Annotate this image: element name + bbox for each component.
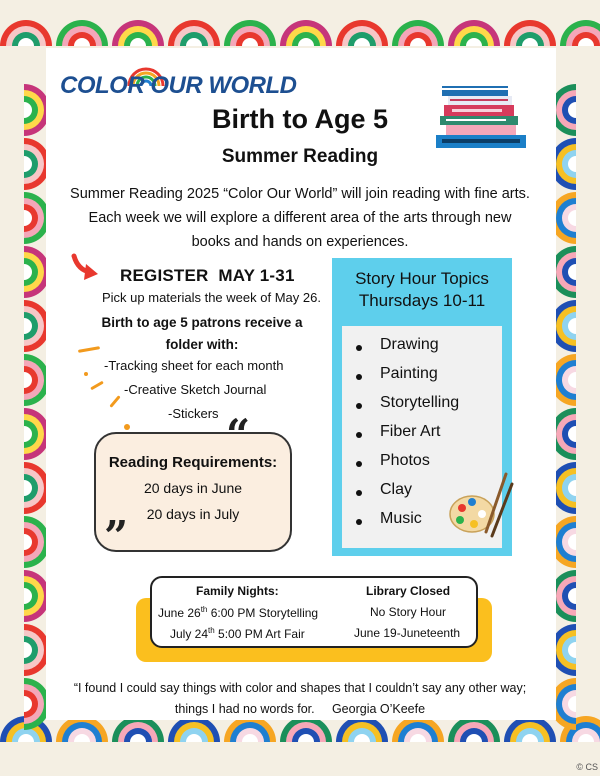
topic-item: Storytelling xyxy=(380,394,460,411)
topic-item: Drawing xyxy=(380,336,439,353)
bullet xyxy=(356,403,362,409)
rainbow-arc xyxy=(112,20,164,46)
story-hour-heading xyxy=(332,268,512,312)
georgia-okeefe-quote: “I found I could say things with color and shapes that I couldn’t say any other way; things I had no words for. Georgia O’Keefe xyxy=(73,681,530,716)
arrow-icon xyxy=(70,252,100,282)
rainbow-arc xyxy=(336,20,388,46)
bullet xyxy=(356,374,362,380)
family-nights-box xyxy=(136,576,492,664)
bullet xyxy=(356,432,362,438)
intro-text: Summer Reading 2025 “Color Our World” will join reading with fine arts. Each week we will explore a different area of the arts through new books and hands on experiences. xyxy=(70,186,530,250)
library-closed-line: June 19-Juneteenth xyxy=(354,626,461,640)
family-night-line: July 24th 5:00 PM Art Fair xyxy=(170,626,305,641)
topic-item: Fiber Art xyxy=(380,423,441,440)
requirements-title: Reading Requirements: xyxy=(108,454,278,471)
requirement-line: 20 days in June xyxy=(143,480,243,496)
library-closed-line: No Story Hour xyxy=(370,605,447,619)
decorative-dash xyxy=(124,424,130,430)
page-subtitle: Summer Reading xyxy=(221,146,379,167)
pickup-text: Pick up materials the week of May 26. xyxy=(102,290,321,305)
rainbow-arc xyxy=(560,20,600,46)
rainbow-arc xyxy=(224,20,276,46)
bullet xyxy=(356,345,362,351)
topic-item: Music xyxy=(380,510,422,527)
family-nights-card xyxy=(150,576,478,648)
register-heading: REGISTER MAY 1-31 xyxy=(120,266,295,285)
material-item: -Tracking sheet for each month xyxy=(104,358,284,373)
bullet xyxy=(356,461,362,467)
page-title: Birth to Age 5 xyxy=(211,104,388,134)
logo-text: COLOR OUR WORLD xyxy=(60,72,297,99)
topic-item: Painting xyxy=(380,365,438,382)
material-item: -Creative Sketch Journal xyxy=(124,382,267,397)
paint-palette-icon xyxy=(446,470,516,550)
rainbow-arc xyxy=(56,20,108,46)
family-nights-title: Family Nights: xyxy=(196,584,279,598)
rainbow-arc xyxy=(168,20,220,46)
rainbow-arc xyxy=(504,20,556,46)
bullet xyxy=(356,490,362,496)
story-hour-title: Story Hour Topics xyxy=(355,269,489,288)
copyright: © CS xyxy=(576,762,598,772)
decorative-dash xyxy=(84,372,88,376)
rainbow-arc xyxy=(0,20,52,46)
bullet xyxy=(356,519,362,525)
requirement-line: 20 days in July xyxy=(146,506,240,522)
quote-open-icon: “ xyxy=(226,410,251,459)
topic-item: Clay xyxy=(380,481,413,498)
rainbow-arc xyxy=(392,20,444,46)
family-night-line: June 26th 6:00 PM Storytelling xyxy=(158,605,319,620)
material-item: -Stickers xyxy=(168,406,219,421)
patrons-text: Birth to age 5 patrons receive a folder with: xyxy=(101,315,303,352)
rainbow-arc xyxy=(280,20,332,46)
library-closed-title: Library Closed xyxy=(366,584,451,598)
quote-close-icon: ” xyxy=(104,512,129,561)
story-hour-time: Thursdays 10-11 xyxy=(358,291,486,310)
topic-item: Photos xyxy=(380,452,430,469)
rainbow-arc xyxy=(448,20,500,46)
